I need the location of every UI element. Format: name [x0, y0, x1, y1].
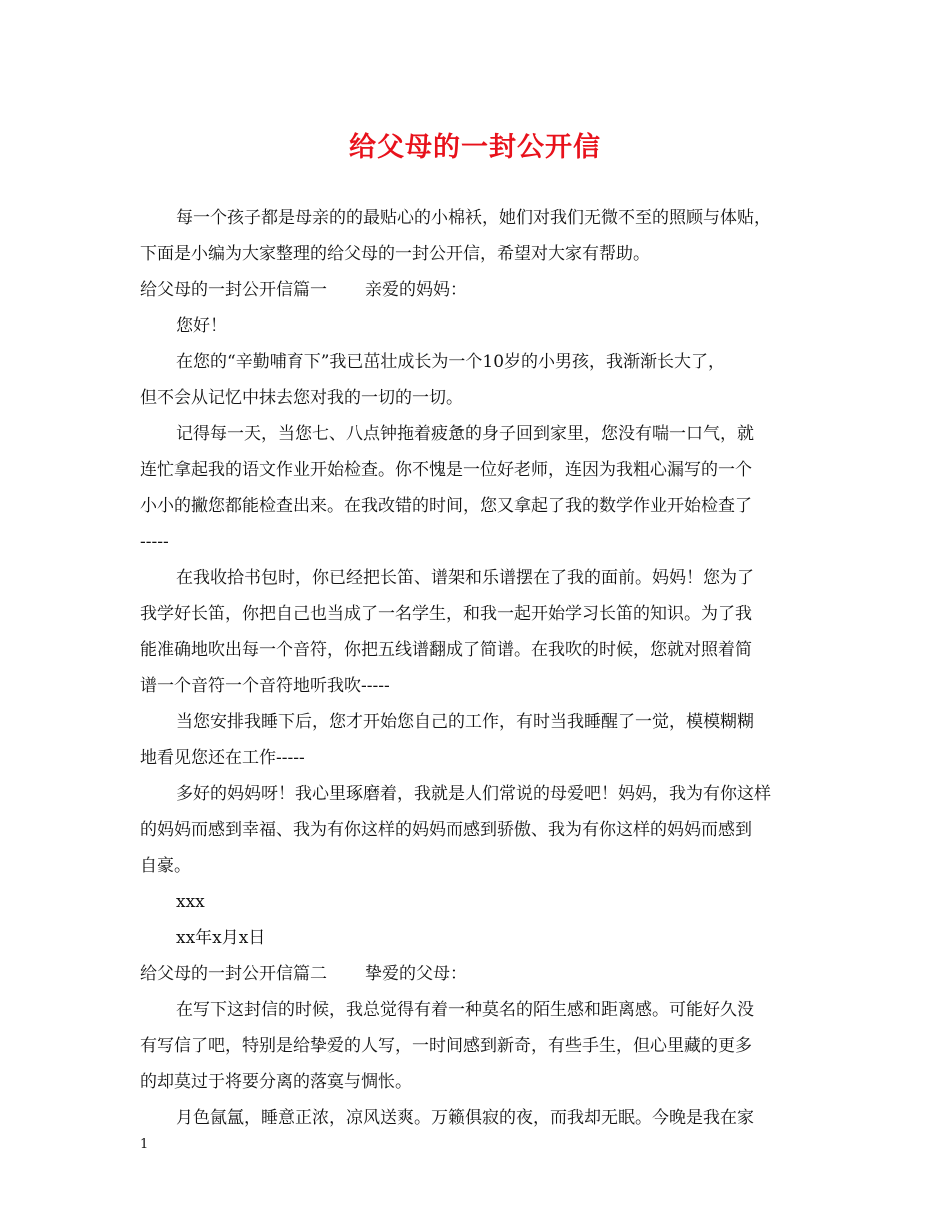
paragraph-line: 的却莫过于将要分离的落寞与惆怅。	[140, 1072, 412, 1092]
section-heading-line	[140, 272, 840, 308]
signature-name: xxx	[176, 892, 205, 912]
paragraph-line: 在写下这封信的时候，我总觉得有着一种莫名的陌生感和距离感。可能好久没	[176, 1000, 754, 1020]
paragraph-line: 记得每一天，当您七、八点钟拖着疲惫的身子回到家里，您没有喘一口气，就	[176, 424, 754, 444]
paragraph-line: 但不会从记忆中抹去您对我的一切的一切。	[140, 388, 463, 408]
paragraph-line: 我学好长笛，你把自己也当成了一名学生，和我一起开始学习长笛的知识。为了我	[140, 604, 752, 624]
paragraph-line: 谱一个音符一个音符地听我吹-----	[140, 676, 390, 696]
paragraph-line: 月色氤氲，睡意正浓，凉风送爽。万籁俱寂的夜，而我却无眠。今晚是我在家	[176, 1108, 754, 1128]
paragraph-line: 每一个孩子都是母亲的的最贴心的小棉袄，她们对我们无微不至的照顾与体贴，	[176, 208, 771, 228]
page-number: 1	[140, 1137, 149, 1152]
paragraph-line: 的妈妈而感到幸福、我为有你这样的妈妈而感到骄傲、我为有你这样的妈妈而感到	[140, 820, 752, 840]
salutation: 挚爱的父母：	[365, 964, 467, 984]
section-heading: 给父母的一封公开信篇二	[140, 964, 327, 984]
paragraph-line: 地看见您还在工作-----	[140, 748, 305, 768]
paragraph-line: 在您的“辛勤哺育下”我已茁壮成长为一个10岁的小男孩，我渐渐长大了，	[176, 352, 726, 372]
section-heading: 给父母的一封公开信篇一	[140, 280, 327, 300]
document-body	[140, 200, 840, 1136]
paragraph-line: 小小的撇您都能检查出来。在我改错的时间，您又拿起了我的数学作业开始检查了	[140, 496, 752, 516]
salutation: 亲爱的妈妈：	[365, 280, 467, 300]
signature-date: xx年x月x日	[176, 928, 266, 948]
paragraph-line: 当您安排我睡下后，您才开始您自己的工作，有时当我睡醒了一觉，模模糊糊	[176, 712, 754, 732]
paragraph-line: -----	[140, 532, 169, 552]
paragraph-line: 能准确地吹出每一个音符，你把五线谱翻成了简谱。在我吹的时候，您就对照着简	[140, 640, 752, 660]
paragraph-line: 有写信了吧，特别是给挚爱的人写，一时间感到新奇，有些手生，但心里藏的更多	[140, 1036, 752, 1056]
paragraph-line: 在我收拾书包时，你已经把长笛、谱架和乐谱摆在了我的面前。妈妈！您为了	[176, 568, 754, 588]
section-heading-line	[140, 956, 840, 992]
document-title: 给父母的一封公开信	[349, 132, 601, 163]
paragraph-line: 多好的妈妈呀！我心里琢磨着，我就是人们常说的母爱吧！妈妈，我为有你这样	[176, 784, 771, 804]
paragraph-line: 连忙拿起我的语文作业开始检查。你不愧是一位好老师，连因为我粗心漏写的一个	[140, 460, 752, 480]
greeting-line: 您好！	[176, 316, 227, 336]
paragraph-line: 下面是小编为大家整理的给父母的一封公开信，希望对大家有帮助。	[140, 244, 650, 264]
paragraph-line: 自豪。	[140, 856, 191, 876]
